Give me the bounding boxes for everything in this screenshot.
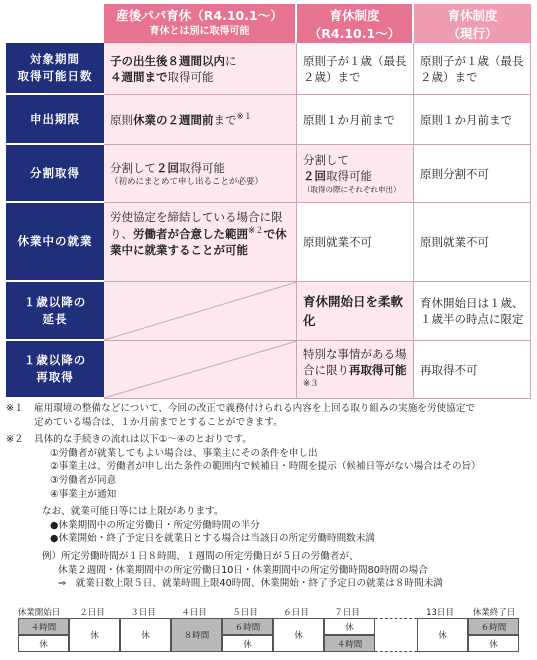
day1-rest: 休	[18, 635, 69, 652]
cell-period-paternity: 子の出生後８週間以内に ４週間まで取得可能	[104, 43, 297, 95]
row-label-period: 対象期間 取得可能日数	[6, 43, 104, 95]
header-paternity-leave: 産後パパ育休（R4.10.1～） 育休とは別に取得可能	[104, 4, 297, 43]
cell-work-new: 原則就業不可	[297, 203, 414, 282]
timeline-gap	[375, 618, 417, 652]
cell-work-current: 原則就業不可	[414, 203, 531, 282]
cell-retake-current: 再取得不可	[414, 341, 531, 399]
cell-period-new: 原則子が１歳（最長２歳）まで	[297, 43, 414, 95]
row-label-deadline: 申出期限	[6, 95, 104, 145]
day5-rest: 休	[222, 635, 273, 652]
dayend-rest: 休	[468, 635, 519, 652]
day2-rest: 休	[69, 618, 120, 652]
cell-period-current: 原則子が１歳（最長２歳）まで	[414, 43, 531, 95]
day3-rest: 休	[120, 618, 171, 652]
row-label-retake: １歳以降の 再取得	[6, 341, 104, 399]
cell-deadline-new: 原則１か月前まで	[297, 95, 414, 145]
dayend-work: ６時間	[468, 618, 519, 635]
cell-retake-new: 特別な事情がある場合に限り再取得可能$^{※3}$	[297, 341, 414, 399]
header-childcare-new: 育休制度 （R4.10.1～）	[297, 4, 414, 43]
cell-extension-current: 育休開始日は１歳、１歳半の時点に限定	[414, 282, 531, 341]
cell-split-paternity: 分割して２回取得可能 （初めにまとめて申し出ることが必要）	[104, 145, 297, 203]
cell-extension-paternity	[104, 282, 297, 341]
cell-retake-paternity	[104, 341, 297, 399]
row-label-split: 分割取得	[6, 145, 104, 203]
day7-rest: 休	[324, 618, 375, 635]
cell-work-paternity: 労使協定を締結している場合に限り、労働者が合意した範囲$^{※2}$で休業中に就業することが可能	[104, 203, 297, 282]
cell-deadline-current: 原則１か月前まで	[414, 95, 531, 145]
diagonal-line	[104, 282, 297, 340]
cell-extension-new: 育休開始日を柔軟化	[297, 282, 414, 341]
cell-split-current: 原則分割不可	[414, 145, 531, 203]
day7-work: ４時間	[324, 635, 375, 652]
cell-deadline-paternity: 原則休業の２週間前まで$^{※1}$	[104, 95, 297, 145]
day13-rest: 休	[417, 618, 468, 652]
day1-work: ４時間	[18, 618, 69, 635]
diagonal-line	[104, 341, 297, 398]
day6-rest: 休	[273, 618, 324, 652]
day4-work: ８時間	[171, 618, 222, 652]
cell-split-new: 分割して ２回取得可能 （取得の際にそれぞれ申出）	[297, 145, 414, 203]
row-label-work: 休業中の就業	[6, 203, 104, 282]
header-childcare-current: 育休制度 （現行）	[414, 4, 531, 43]
row-label-extension: １歳以降の 延長	[6, 282, 104, 341]
day5-work: ６時間	[222, 618, 273, 635]
footnotes: ※１ 雇用環境の整備などについて、今回の改正で義務付けられる内容を上回る取り組みの実施を労使協定で 定めている場合は、１か月前までとすることができます。 ※２ 具体的な手続きの流れは以下①～④のとおりです。 ①労働者が就業してもよい場合は、事業主にその条件を申し出 ②事業主は、労働者が申し出た条件の範囲内で候補日・時間を提示（候補日等がない場合はその旨） ③労働者が同意 ④事業主が通知 なお、就業可能日等には上限があります。 ●休業期間中の所定労働日・所定労働時間の半分 ●休業開始・終了予定日を就業日とする場合は当該日の所定労働時間数未満 例）所定労働時間が１日８時間、１週間の所定労働日が５日の労働者が、 休業２週間・休業期間中の所定労働日10日・休業期間中の所定労働時間80時間の場合 ⇒ 就業日数上限５日、就業時間上限40時間、休業開始・終了予定日の就業は８時間未満	[6, 403, 481, 590]
